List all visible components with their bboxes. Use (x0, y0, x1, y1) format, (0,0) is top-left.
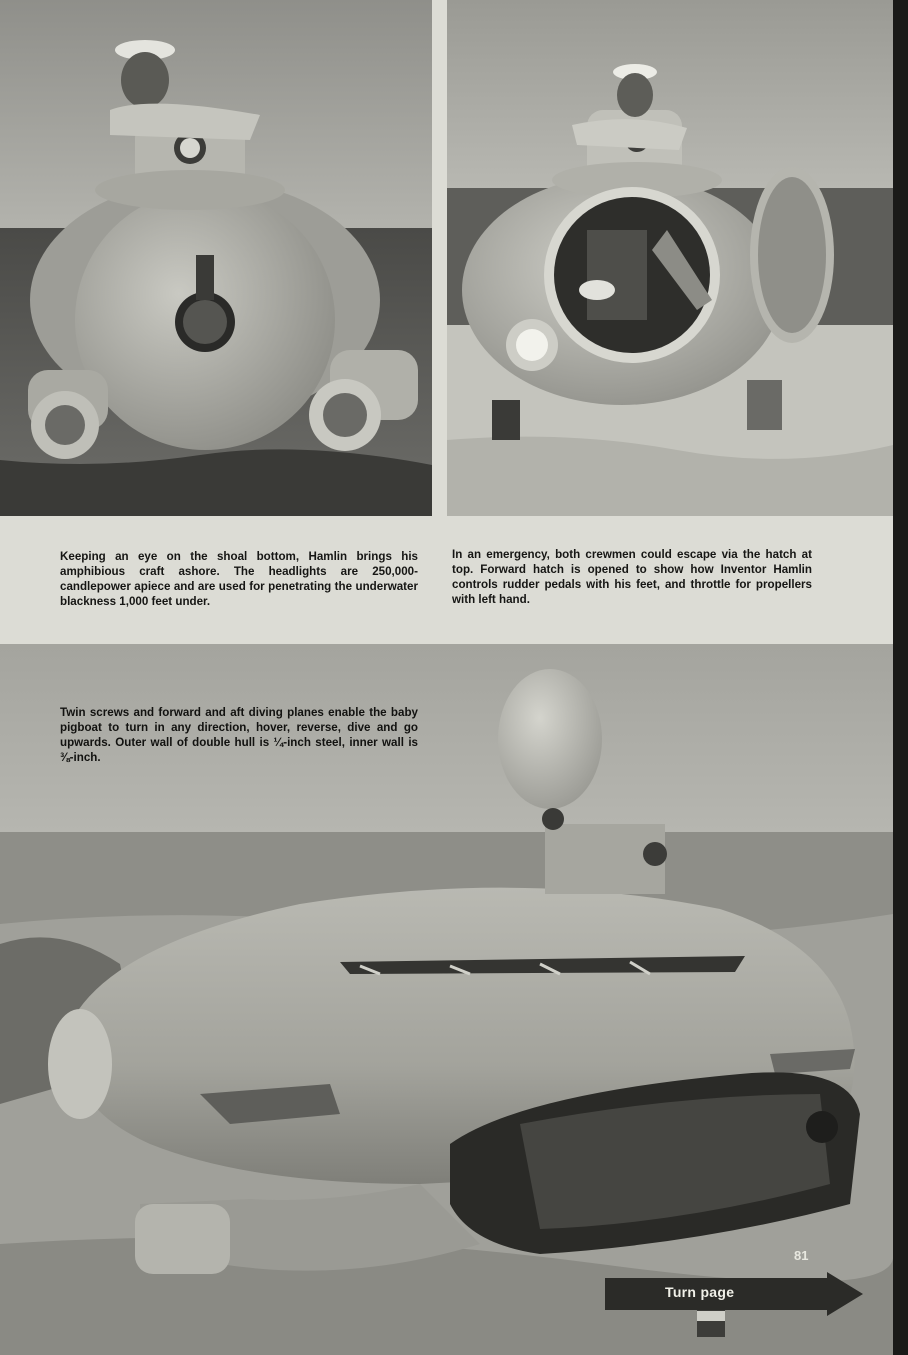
turn-page-label: Turn page (665, 1284, 735, 1300)
caption-photo-bottom: Twin screws and forward and aft diving planes enable the baby pigboat to turn in any direction, hover, reverse, dive and go upwards. Outer wall of double hull is ¼-inch steel, inner wall is ⅜-inch. (60, 706, 418, 764)
photo-sub-hatch-open-image (447, 0, 893, 516)
page-gutter (893, 0, 908, 1355)
photo-sub-coming-ashore-image (0, 0, 432, 516)
photo-sub-coming-ashore (0, 0, 432, 516)
page-number: 81 (794, 1248, 809, 1263)
photo-sub-hatch-open (447, 0, 893, 516)
caption-photo-left: Keeping an eye on the shoal bottom, Hamlin brings his amphibious craft ashore. The headlights are 250,000-candlepower apiece and are used for penetrating the underwater blackness 1,000 feet under. (60, 550, 418, 608)
caption-photo-right: In an emergency, both crewmen could escape via the hatch at top. Forward hatch is opened to show how Inventor Hamlin controls rudder pedals with his feet, and throttle for propellers with left hand. (452, 548, 812, 606)
turn-page-button[interactable] (605, 1272, 863, 1316)
